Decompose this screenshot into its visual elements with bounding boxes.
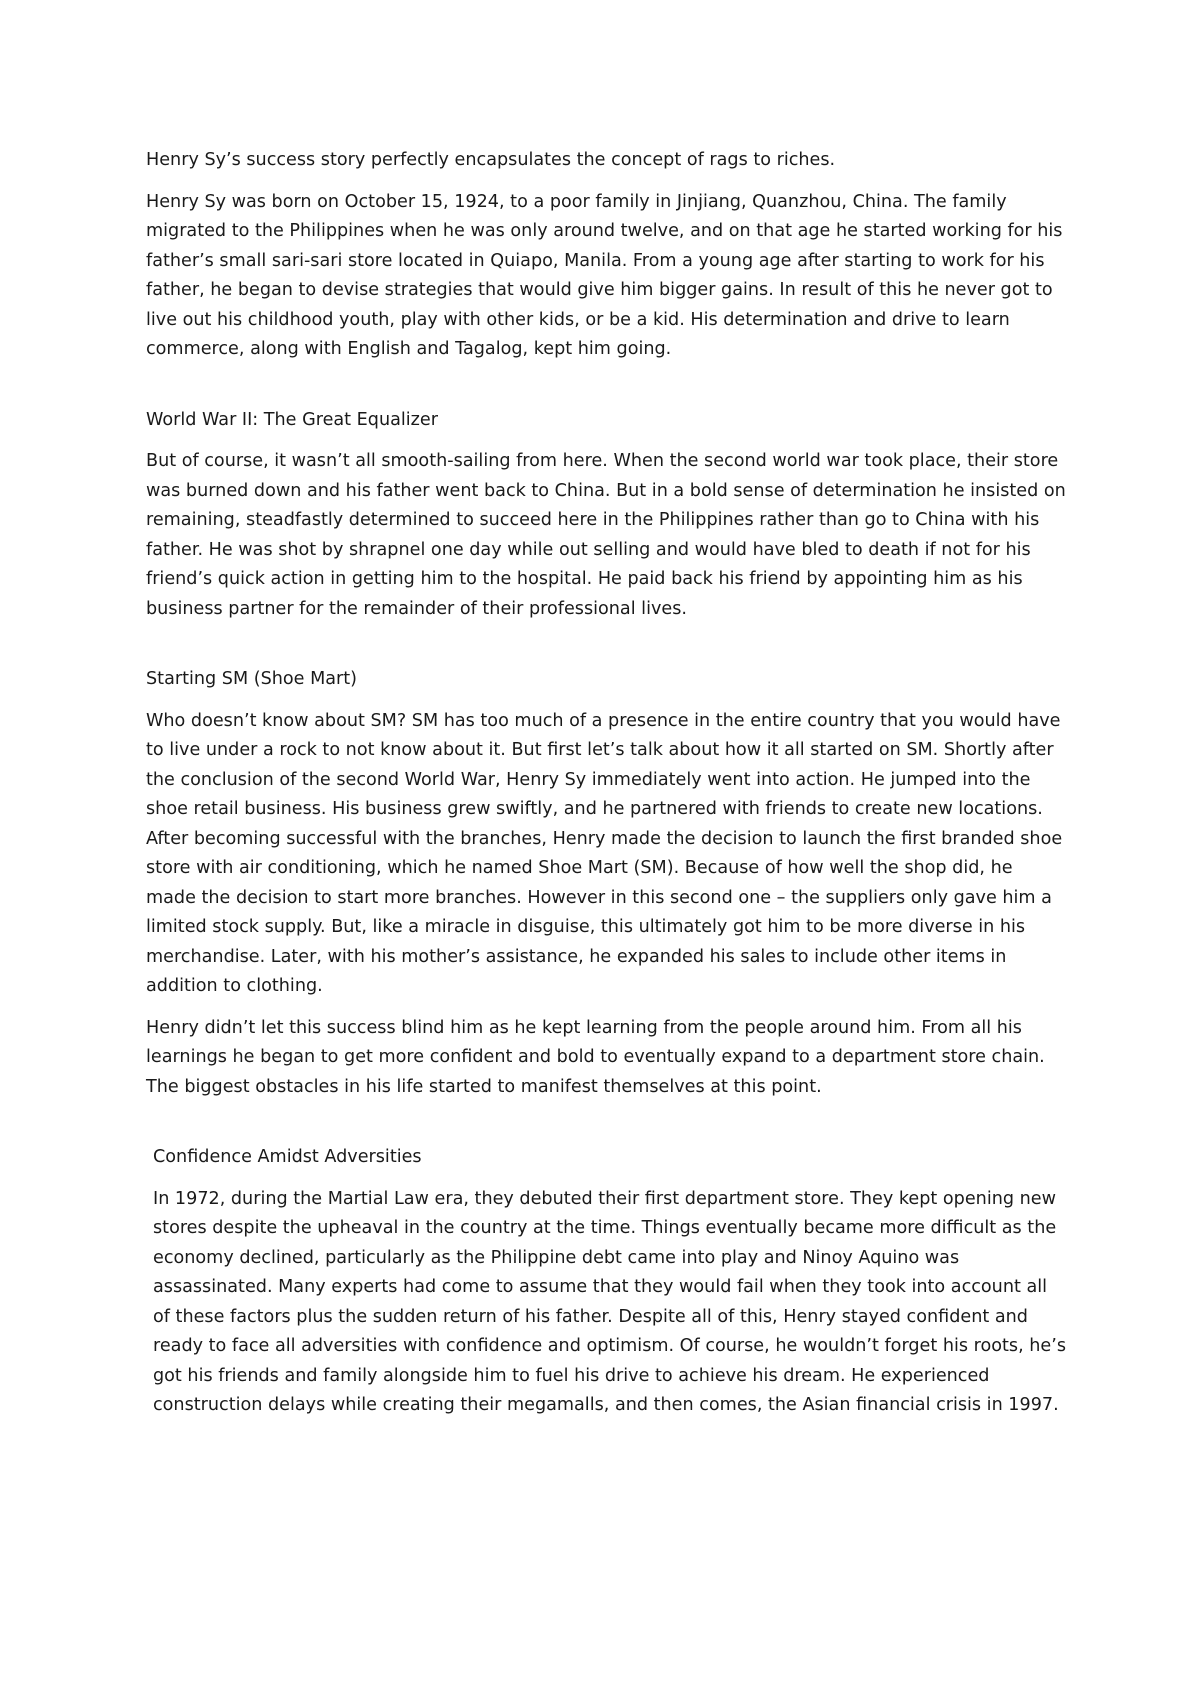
intro-paragraph: Henry Sy’s success story perfectly encapsulates the concept of rags to riches. [146,150,836,170]
document-body [146,146,1066,1421]
birth-paragraph: Henry Sy was born on October 15, 1924, to a poor family in Jinjiang, Quanzhou, China. The family migrated to the Philippines when he was only around twelve, and on that age he started working for his father’s small sari-sari store located in Quiapo, Manila. From a young age after starting to work for his father, he began to devise strategies that would give him bigger gains. In result of this he never got to live out his childhood youth, play with other kids, or be a kid. His determination and drive to learn commerce, along with English and Tagalog, kept him going. [146,191,1063,359]
starting-sm-paragraph-2: Henry didn’t let this success blind him as he kept learning from the people around him. From all his learnings he began to get more confident and bold to eventually expand to a department store chain. The biggest obstacles in his life started to manifest themselves at this point. [146,1017,1045,1097]
section-heading-world-war: World War II: The Great Equalizer [146,409,438,430]
section-heading-confidence: Confidence Amidst Adversities [153,1147,422,1167]
world-war-paragraph: But of course, it wasn’t all smooth-sailing from here. When the second world war took place, their store was burned down and his father went back to China. But in a bold sense of determination he insisted on remaining, steadfastly determined to succeed here in the Philippines rather than go to China with his father. He was shot by shrapnel one day while out selling and would have bled to death if not for his friend’s quick action in getting him to the hospital. He paid back his friend by appointing him as his business partner for the remainder of their professional lives. [146,451,1066,619]
starting-sm-paragraph-1: Who doesn’t know about SM? SM has too much of a presence in the entire country that you would have to live under a rock to not know about it. But first let’s talk about how it all started on SM. Shortly after the conclusion of the second World War, Henry Sy immediately went into action. He jumped into the shoe retail business. His business grew swiftly, and he partnered with friends to create new locations. After becoming successful with the branches, Henry made the decision to launch the first branded shoe store with air conditioning, which he named Shoe Mart (SM). Because of how well the shop did, he made the decision to start more branches. However in this second one – the suppliers only gave him a limited stock supply. But, like a miracle in disguise, this ultimately got him to be more diverse in his merchandise. Later, with his mother’s assistance, he expanded his sales to include other items in addition to clothing. [146,710,1063,996]
section-heading-starting-sm: Starting SM (Shoe Mart) [146,669,358,689]
confidence-paragraph: In 1972, during the Martial Law era, they debuted their first department store. They kept opening new stores despite the upheaval in the country at the time. Things eventually became more difficult as the economy declined, particularly as the Philippine debt came into play and Ninoy Aquino was assassinated. Many experts had come to assume that they would fail when they took into account all of these factors plus the sudden return of his father. Despite all of this, Henry stayed confident and ready to face all adversities with confidence and optimism. Of course, he wouldn’t forget his roots, he’s got his friends and family alongside him to fuel his drive to achieve his dream. He experienced construction delays while creating their megamalls, and then comes, the Asian financial crisis in 1997. [153,1188,1067,1415]
